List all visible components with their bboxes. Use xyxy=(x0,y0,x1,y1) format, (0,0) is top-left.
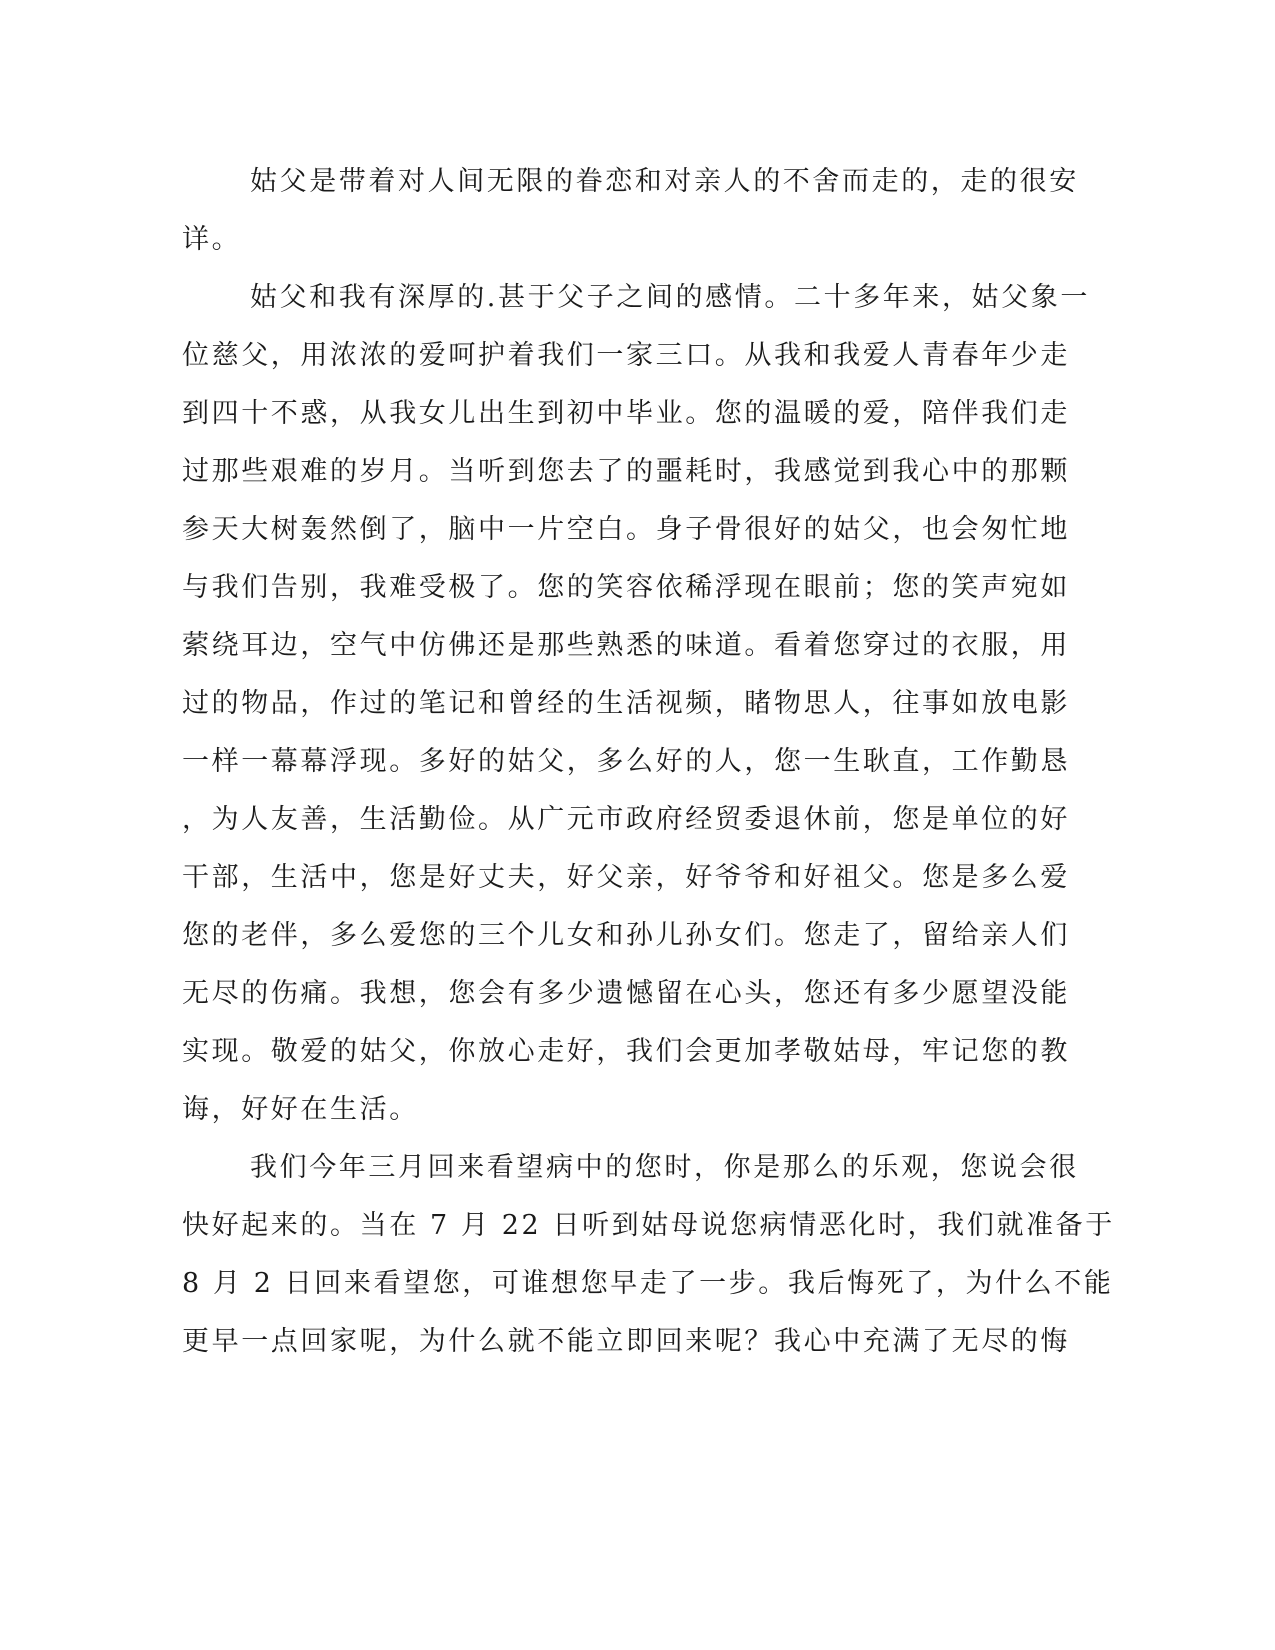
text-line: 到四十不惑，从我女儿出生到初中毕业。您的温暖的爱，陪伴我们走 xyxy=(182,398,1070,429)
text-line: 干部，生活中，您是好丈夫，好父亲，好爷爷和好祖父。您是多么爱 xyxy=(182,862,1070,893)
text-line: 参天大树轰然倒了，脑中一片空白。身子骨很好的姑父，也会匆忙地 xyxy=(182,514,1070,545)
text-line: 您的老伴，多么爱您的三个儿女和孙儿孙女们。您走了，留给亲人们 xyxy=(182,920,1070,951)
text-line: 快好起来的。当在 7 月 22 日听到姑母说您病情恶化时，我们就准备于 xyxy=(182,1210,1115,1241)
text-line: 萦绕耳边，空气中仿佛还是那些熟悉的味道。看着您穿过的衣服，用 xyxy=(182,630,1070,661)
text-line: 诲，好好在生活。 xyxy=(182,1094,419,1125)
text-line: 姑父和我有深厚的.甚于父子之间的感情。二十多年来，姑父象一 xyxy=(250,282,1090,313)
text-line: 无尽的伤痛。我想，您会有多少遗憾留在心头，您还有多少愿望没能 xyxy=(182,978,1070,1009)
text-line: 我们今年三月回来看望病中的您时，你是那么的乐观，您说会很 xyxy=(250,1152,1079,1183)
text-line: 8 月 2 日回来看望您，可谁想您早走了一步。我后悔死了，为什么不能 xyxy=(182,1268,1114,1299)
text-line: 实现。敬爱的姑父，你放心走好，我们会更加孝敬姑母，牢记您的教 xyxy=(182,1036,1070,1067)
text-line: 与我们告别，我难受极了。您的笑容依稀浮现在眼前；您的笑声宛如 xyxy=(182,572,1070,603)
text-line: 一样一幕幕浮现。多好的姑父，多么好的人，您一生耿直，工作勤恳 xyxy=(182,746,1070,777)
text-line: 详。 xyxy=(182,224,242,255)
text-line: 姑父是带着对人间无限的眷恋和对亲人的不舍而走的，走的很安 xyxy=(250,166,1079,197)
text-line: 位慈父，用浓浓的爱呵护着我们一家三口。从我和我爱人青春年少走 xyxy=(182,340,1070,371)
text-line: ，为人友善，生活勤俭。从广元市政府经贸委退休前，您是单位的好 xyxy=(182,804,1070,835)
text-line: 更早一点回家呢，为什么就不能立即回来呢？我心中充满了无尽的悔 xyxy=(182,1326,1070,1357)
text-line: 过那些艰难的岁月。当听到您去了的噩耗时，我感觉到我心中的那颗 xyxy=(182,456,1070,487)
text-line: 过的物品，作过的笔记和曾经的生活视频，睹物思人，往事如放电影 xyxy=(182,688,1070,719)
